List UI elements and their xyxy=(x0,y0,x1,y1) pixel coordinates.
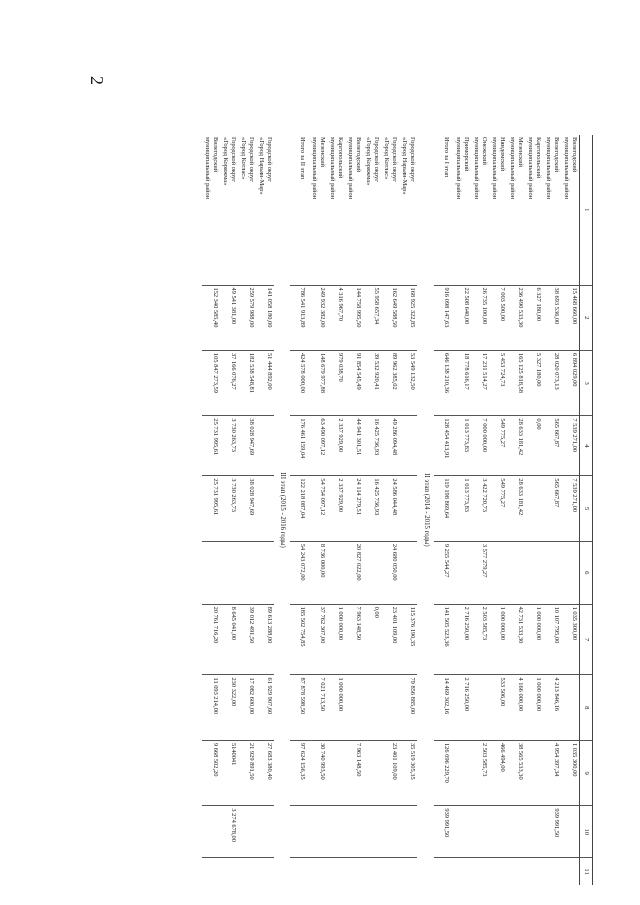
amount-cell: 466 494,00 xyxy=(489,740,507,805)
amount-cell: 3 577 279,27 xyxy=(471,541,489,604)
amount-cell xyxy=(290,806,309,858)
amount-cell xyxy=(220,858,238,885)
territory-cell: Городской округ «Город Котлас» xyxy=(239,137,255,182)
territory-cell: Приморский муниципальный район xyxy=(454,137,470,200)
amount-cell xyxy=(489,541,507,604)
column-header: 1 xyxy=(579,135,592,285)
territory-cell: Вилегодский муниципальный район xyxy=(203,137,219,200)
amount-cell: 565 667,87 xyxy=(543,416,561,476)
amount-cell: 168 925 322,85 xyxy=(399,285,417,350)
amount-cell: 1 000 000,00 xyxy=(327,604,345,675)
amount-cell: 786 541 913,89 xyxy=(290,285,309,350)
amount-cell: 122 218 087,04 xyxy=(290,476,309,541)
table-header-row xyxy=(579,135,592,885)
amount-cell xyxy=(202,541,220,604)
amount-cell: 55 958 657,34 xyxy=(363,285,381,350)
amount-cell: 24 680 050,00 xyxy=(381,541,399,604)
territory-cell: Каргопольский муниципальный район xyxy=(329,137,345,200)
amount-cell xyxy=(256,416,274,476)
amount-cell xyxy=(453,541,471,604)
amount-cell xyxy=(453,806,471,858)
amount-cell: 28 633 181,42 xyxy=(507,476,525,541)
amount-cell xyxy=(399,858,417,885)
table-row xyxy=(256,135,274,885)
amount-cell: 1 000 000,00 xyxy=(525,675,543,740)
amount-cell: 2 337 929,00 xyxy=(327,416,345,476)
amount-cell xyxy=(434,858,453,885)
territory-cell: Городской округ «Город Коряжма» xyxy=(221,137,237,186)
territory-cell: Мезенский муниципальный район xyxy=(311,137,327,200)
amount-cell xyxy=(238,541,256,604)
column-header: 4 xyxy=(579,416,592,476)
amount-cell: 176 461 159,04 xyxy=(290,416,309,476)
total-row xyxy=(434,135,453,885)
amount-cell: 1 000 000,00 xyxy=(489,604,507,675)
territory-cell: Вилегодский муниципальный район xyxy=(347,137,363,200)
table-row xyxy=(399,135,417,885)
table-row xyxy=(202,135,220,885)
amount-cell xyxy=(363,858,381,885)
amount-cell: 424 578 000,00 xyxy=(290,350,309,415)
amount-cell xyxy=(363,541,381,604)
amount-cell: 1 035 300,00 xyxy=(561,604,580,675)
amount-cell: 916 098 147,63 xyxy=(434,285,453,350)
amount-cell: 14 469 302,16 xyxy=(434,675,453,740)
amount-cell: 21 929 891,50 xyxy=(238,740,256,805)
amount-cell xyxy=(363,806,381,858)
column-header: 5 xyxy=(579,476,592,541)
amount-cell: 28 020 073,13 xyxy=(543,350,561,415)
table-row xyxy=(453,135,471,885)
amount-cell: 6 327 180,00 xyxy=(525,285,543,350)
amount-cell: 162 649 588,50 xyxy=(381,285,399,350)
amount-cell: 18 778 616,17 xyxy=(453,350,471,415)
amount-cell: 7 003 500,00 xyxy=(489,285,507,350)
amount-cell: 38 028 947,69 xyxy=(238,416,256,476)
amount-cell: 6 894 029,00 xyxy=(561,350,580,415)
amount-cell: 2 716 250,00 xyxy=(453,604,471,675)
amount-cell xyxy=(525,858,543,885)
amount-cell xyxy=(399,416,417,476)
column-header: 9 xyxy=(579,740,592,805)
amount-cell: 230 322,00 xyxy=(220,675,238,740)
amount-cell: 23 401 109,00 xyxy=(381,604,399,675)
amount-cell: 4 213 846,16 xyxy=(543,675,561,740)
amount-cell: 9 668 502,20 xyxy=(202,740,220,805)
amount-cell: 3 730 263,73 xyxy=(220,416,238,476)
table-row xyxy=(381,135,399,885)
amount-cell: 63 490 097,12 xyxy=(309,416,327,476)
amount-cell xyxy=(561,858,580,885)
amount-cell: 128 454 413,91 xyxy=(434,416,453,476)
amount-cell xyxy=(327,541,345,604)
amount-cell xyxy=(471,806,489,858)
stage-heading-row xyxy=(274,135,290,885)
column-header: 10 xyxy=(579,806,592,858)
amount-cell xyxy=(327,740,345,805)
amount-cell: 185 502 754,85 xyxy=(290,604,309,675)
amount-cell: 11 093 214,00 xyxy=(202,675,220,740)
amount-cell: 2 503 585,73 xyxy=(471,604,489,675)
amount-cell: 17 231 514,27 xyxy=(471,350,489,415)
amount-cell: 89 962 385,02 xyxy=(381,350,399,415)
amount-cell xyxy=(507,858,525,885)
amount-cell: 1 000 000,00 xyxy=(327,675,345,740)
amount-cell: 165 125 818,58 xyxy=(507,350,525,415)
territory-cell: Городской округ «Город Коряжма» xyxy=(365,137,381,186)
amount-cell: 259 579 988,00 xyxy=(238,285,256,350)
amount-cell: 119 198 869,64 xyxy=(434,476,453,541)
amount-cell: 7 021 713,50 xyxy=(309,675,327,740)
amount-cell: 61 929 907,60 xyxy=(256,675,274,740)
amount-cell xyxy=(471,858,489,885)
amount-cell xyxy=(345,858,363,885)
territory-cell: Вилегодский муниципальный район xyxy=(562,137,578,200)
amount-cell: 49 541 381,00 xyxy=(220,285,238,350)
amount-cell: 3 730 263,73 xyxy=(220,476,238,541)
amount-cell xyxy=(453,740,471,805)
amount-cell: 53 549 132,50 xyxy=(399,350,417,415)
table-row xyxy=(507,135,525,885)
column-header: 6 xyxy=(579,541,592,604)
amount-cell: 565 667,87 xyxy=(543,476,561,541)
amount-cell: 7 000 000,00 xyxy=(471,416,489,476)
table-row xyxy=(309,135,327,885)
territory-cell: Онежский муниципальный район xyxy=(472,137,488,200)
territory-cell: Итого за II этап xyxy=(299,137,307,180)
amount-cell: 39 532 920,41 xyxy=(363,350,381,415)
amount-cell: 5 453 724,73 xyxy=(489,350,507,415)
amount-cell xyxy=(363,675,381,740)
amount-cell xyxy=(202,806,220,858)
amount-cell xyxy=(561,806,580,858)
amount-cell: 2 503 585,73 xyxy=(471,740,489,805)
amount-cell: 22 508 640,00 xyxy=(453,285,471,350)
amount-cell xyxy=(381,806,399,858)
amount-cell: 35 519 305,35 xyxy=(399,740,417,805)
amount-cell: 3 274 678,00 xyxy=(220,806,238,858)
amount-cell: 37 762 307,00 xyxy=(309,604,327,675)
territory-cell: Итого за I этап xyxy=(442,137,450,178)
total-row xyxy=(290,135,309,885)
amount-cell: 141 505 523,36 xyxy=(434,604,453,675)
amount-cell: 97 624 156,35 xyxy=(290,740,309,805)
amount-cell xyxy=(290,858,309,885)
amount-cell: 26 735 100,00 xyxy=(471,285,489,350)
amount-cell xyxy=(345,806,363,858)
amount-cell xyxy=(525,476,543,541)
amount-cell: 141 058 180,00 xyxy=(256,285,274,350)
amount-cell: 4 316 967,70 xyxy=(327,285,345,350)
amount-cell: 4 166 000,00 xyxy=(507,675,525,740)
amount-cell xyxy=(399,476,417,541)
amount-cell xyxy=(525,806,543,858)
amount-cell xyxy=(256,858,274,885)
amount-cell: 89 613 288,00 xyxy=(256,604,274,675)
table-row xyxy=(543,135,561,885)
territory-cell: Городской округ «Город Нарьян-Мар» xyxy=(401,137,417,195)
column-header: 8 xyxy=(579,675,592,740)
amount-cell xyxy=(238,858,256,885)
amount-cell xyxy=(453,858,471,885)
amount-cell: 1 013 773,83 xyxy=(453,476,471,541)
amount-cell: 20 761 716,20 xyxy=(202,604,220,675)
amount-cell: 7 539 271,00 xyxy=(561,416,580,476)
table-row xyxy=(345,135,363,885)
amount-cell: 51 444 892,00 xyxy=(256,350,274,415)
amount-cell xyxy=(525,541,543,604)
amount-cell: 4 954 397,34 xyxy=(543,740,561,805)
amount-cell xyxy=(256,541,274,604)
finance-table xyxy=(202,135,593,885)
amount-cell: 236 490 533,30 xyxy=(507,285,525,350)
stage-heading: III этап (2015 - 2016 годы) xyxy=(279,472,287,548)
column-header: 3 xyxy=(579,350,592,415)
amount-cell: 115 376 190,35 xyxy=(399,604,417,675)
territory-cell: Няндомский муниципальный район xyxy=(490,137,506,200)
amount-cell: 5140041 xyxy=(220,740,238,805)
amount-cell xyxy=(543,858,561,885)
territory-cell: Мезенский муниципальный район xyxy=(508,137,524,200)
table-row xyxy=(525,135,543,885)
amount-cell: 7 539 271,00 xyxy=(561,476,580,541)
amount-cell: 1 000 000,00 xyxy=(525,604,543,675)
amount-cell xyxy=(525,740,543,805)
amount-cell: 27 683 380,40 xyxy=(256,740,274,805)
amount-cell: 24 586 044,48 xyxy=(381,476,399,541)
amount-cell: 646 138 210,36 xyxy=(434,350,453,415)
table-row xyxy=(561,135,580,885)
page-number: 2 xyxy=(87,76,107,85)
amount-cell: 25 731 995,61 xyxy=(202,416,220,476)
amount-cell: 20 827 022,00 xyxy=(345,541,363,604)
amount-cell: 38 028 947,69 xyxy=(238,476,256,541)
amount-cell: 533 506,00 xyxy=(489,675,507,740)
amount-cell xyxy=(471,675,489,740)
amount-cell: 28 633 181,42 xyxy=(507,416,525,476)
amount-cell: 39 012 491,50 xyxy=(238,604,256,675)
amount-cell: 3 422 720,73 xyxy=(471,476,489,541)
amount-cell xyxy=(256,806,274,858)
amount-cell: 2 716 250,00 xyxy=(453,675,471,740)
amount-cell xyxy=(381,675,399,740)
amount-cell: 939 991,50 xyxy=(543,806,561,858)
amount-cell xyxy=(489,858,507,885)
amount-cell: 38 693 536,00 xyxy=(543,285,561,350)
amount-cell: 105 847 273,59 xyxy=(202,350,220,415)
amount-cell xyxy=(399,541,417,604)
amount-cell xyxy=(309,858,327,885)
amount-cell: 939 991,50 xyxy=(434,806,453,858)
amount-cell xyxy=(507,806,525,858)
amount-cell: 30 740 993,50 xyxy=(309,740,327,805)
amount-cell: 1 035 300,00 xyxy=(561,740,580,805)
amount-cell: 23 401 109,00 xyxy=(381,740,399,805)
amount-cell: 144 758 995,50 xyxy=(345,285,363,350)
amount-cell: 49 286 094,48 xyxy=(381,416,399,476)
amount-cell xyxy=(543,541,561,604)
amount-cell: 38 565 533,30 xyxy=(507,740,525,805)
amount-cell: 87 878 598,50 xyxy=(290,675,309,740)
stage-heading-row xyxy=(417,135,433,885)
amount-cell: 91 854 545,49 xyxy=(345,350,363,415)
column-header: 11 xyxy=(579,858,592,885)
amount-cell: 0,00 xyxy=(363,604,381,675)
amount-cell: 182 538 548,81 xyxy=(238,350,256,415)
amount-cell: 37 166 076,27 xyxy=(220,350,238,415)
amount-cell: 16 425 736,93 xyxy=(363,476,381,541)
territory-cell: Каргопольский муниципальный район xyxy=(526,137,542,200)
amount-cell: 15 468 660,00 xyxy=(561,285,580,350)
amount-cell: 1 013 773,83 xyxy=(453,416,471,476)
amount-cell: 5 327 180,00 xyxy=(525,350,543,415)
amount-cell: 10 107 795,00 xyxy=(543,604,561,675)
amount-cell: 549 775,27 xyxy=(489,476,507,541)
amount-cell xyxy=(238,806,256,858)
column-header: 2 xyxy=(579,285,592,350)
amount-cell: 44 941 301,51 xyxy=(345,416,363,476)
table-row xyxy=(220,135,238,885)
amount-cell: 7 963 148,50 xyxy=(345,604,363,675)
amount-cell xyxy=(309,806,327,858)
amount-cell xyxy=(561,541,580,604)
amount-cell: 54 754 097,12 xyxy=(309,476,327,541)
amount-cell xyxy=(327,806,345,858)
amount-cell: 152 340 585,40 xyxy=(202,285,220,350)
amount-cell: 549 775,27 xyxy=(489,416,507,476)
amount-cell xyxy=(256,476,274,541)
amount-cell: 7 963 148,50 xyxy=(345,740,363,805)
table-row xyxy=(327,135,345,885)
territory-cell: Городской округ «Город Нарьян-Мар» xyxy=(257,137,273,195)
amount-cell xyxy=(381,858,399,885)
amount-cell: 25 731 995,61 xyxy=(202,476,220,541)
amount-cell xyxy=(489,806,507,858)
amount-cell xyxy=(220,541,238,604)
table-row xyxy=(489,135,507,885)
amount-cell xyxy=(363,740,381,805)
table-row xyxy=(363,135,381,885)
amount-cell: 979 038,70 xyxy=(327,350,345,415)
amount-cell: 42 731 533,30 xyxy=(507,604,525,675)
amount-cell: 9 255 544,27 xyxy=(434,541,453,604)
amount-cell: 16 425 736,93 xyxy=(363,416,381,476)
column-header: 7 xyxy=(579,604,592,675)
amount-cell: 249 932 382,00 xyxy=(309,285,327,350)
amount-cell: 148 679 977,88 xyxy=(309,350,327,415)
amount-cell: 17 082 600,00 xyxy=(238,675,256,740)
table-row xyxy=(471,135,489,885)
stage-heading: II этап (2014 - 2015 годы) xyxy=(422,473,430,547)
amount-cell: 54 243 072,00 xyxy=(290,541,309,604)
amount-cell: 2 337 929,00 xyxy=(327,476,345,541)
rotated-sheet xyxy=(113,135,593,885)
amount-cell: 24 114 279,51 xyxy=(345,476,363,541)
amount-cell xyxy=(327,858,345,885)
amount-cell xyxy=(399,806,417,858)
amount-cell: 8 645 041,00 xyxy=(220,604,238,675)
table-row xyxy=(238,135,256,885)
amount-cell: 79 856 885,00 xyxy=(399,675,417,740)
territory-cell: Городской округ «Город Котлас» xyxy=(383,137,399,182)
amount-cell: 126 096 229,70 xyxy=(434,740,453,805)
amount-cell: 8 736 000,00 xyxy=(309,541,327,604)
amount-cell xyxy=(345,675,363,740)
territory-cell: Вилегодский муниципальный район xyxy=(544,137,560,200)
amount-cell xyxy=(202,858,220,885)
amount-cell xyxy=(507,541,525,604)
amount-cell: 0,00 xyxy=(525,416,543,476)
amount-cell xyxy=(561,675,580,740)
